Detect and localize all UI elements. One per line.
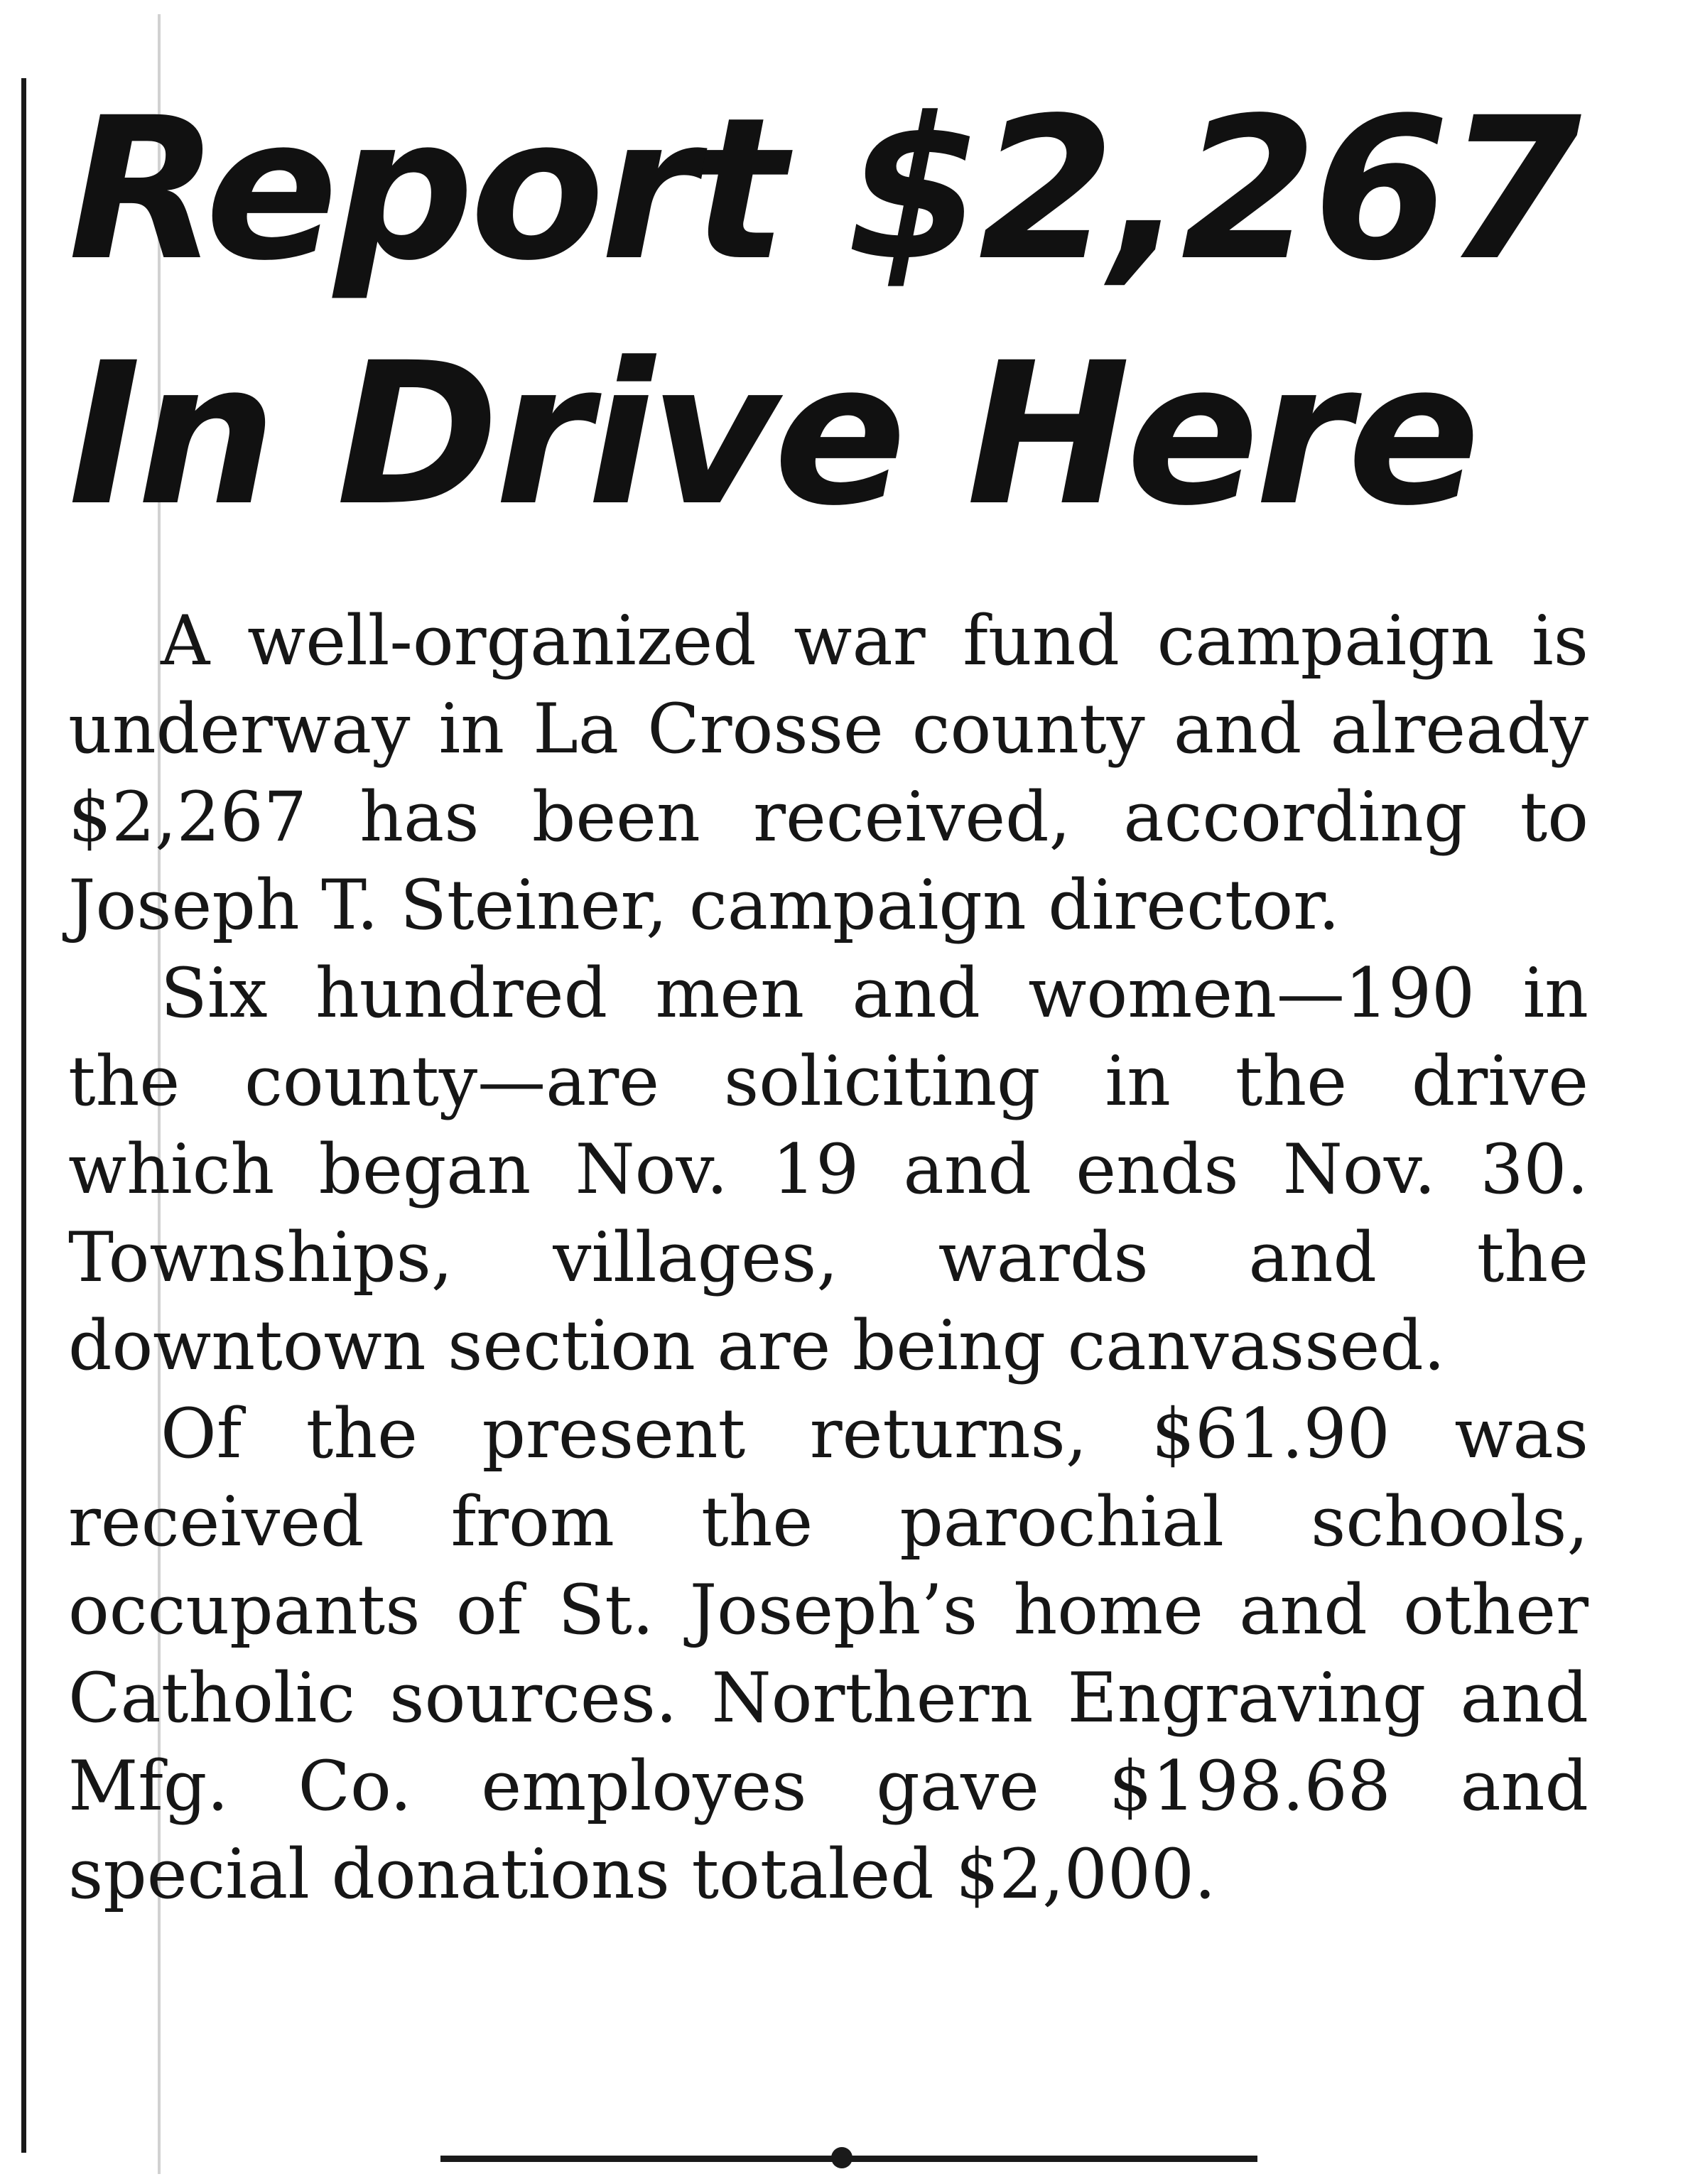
column-rule	[21, 78, 26, 2153]
paragraph-1: A well-organized war fund campaign is underway in La Crosse county and already $2,267 has been received, according to Joseph T. Steiner, campaign director.	[68, 601, 1588, 945]
article-body	[68, 597, 1588, 1918]
end-rule-ornament	[831, 2147, 852, 2168]
headline	[68, 67, 1631, 558]
paragraph-3: Of the present returns, $61.90 was received from the parochial schools, occupants of St. Joseph’s home and other Catholic sources. Northern Engraving and Mfg. Co. employes gave $198.68 and special donations totaled $2,000.	[68, 1394, 1588, 1914]
paragraph-2: Six hundred men and women—190 in the county—are soliciting in the drive which began Nov. 19 and ends Nov. 30. Townships, villages, wards and the downtown section are being canvassed.	[68, 953, 1588, 1385]
headline-line-1: Report $2,267	[68, 76, 1578, 304]
headline-line-2: In Drive Here	[68, 321, 1476, 549]
